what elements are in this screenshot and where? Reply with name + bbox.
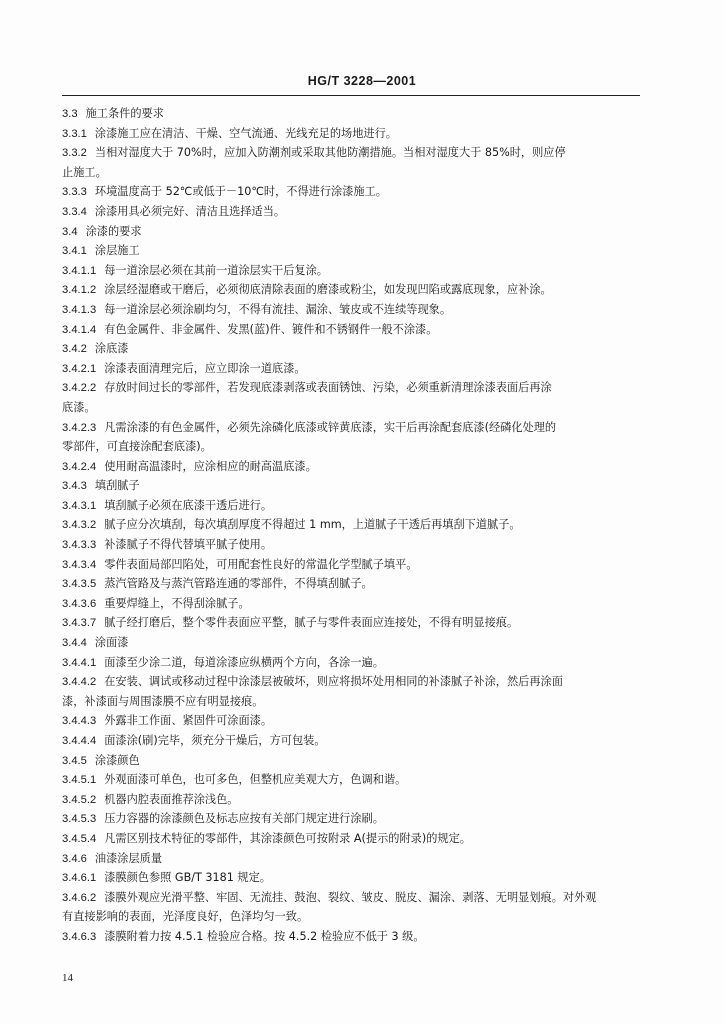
clause-text: 使用耐高温漆时，应涂相应的耐高温底漆。 xyxy=(104,459,317,473)
clause-number: 3.4.4.3 xyxy=(62,715,97,728)
clause-number: 3.3.1 xyxy=(62,127,87,140)
clause-line xyxy=(62,457,644,477)
clause-text: 施工条件的要求 xyxy=(85,107,164,120)
clause-line xyxy=(62,751,644,771)
clause-text: 涂漆颜色 xyxy=(94,753,140,767)
clause-number: 3.4.6.2 xyxy=(62,891,97,904)
clause-text: 填刮腻子必须在底漆干透后进行。 xyxy=(104,498,273,512)
clause-text: 有直接影响的表面，光泽度良好，色泽均匀一致。 xyxy=(62,910,309,924)
clause-number: 3.3 xyxy=(62,108,78,120)
clause-text: 重要焊缝上，不得刮涂腻子。 xyxy=(104,596,250,610)
clause-text: 每一道涂层必须涂刷均匀，不得有流挂、漏涂、皱皮或不连续等现象。 xyxy=(104,302,452,316)
clause-text: 零件表面局部凹陷处，可用配套性良好的常温化学型腻子填平。 xyxy=(104,557,418,571)
clause-text: 腻子经打磨后，整个零件表面应平整，腻子与零件表面应连接处，不得有明显接痕。 xyxy=(104,616,519,630)
clause-text: 蒸汽管路及与蒸汽管路连通的零部件，不得填刮腻子。 xyxy=(104,577,373,591)
clause-text: 涂底漆 xyxy=(94,342,129,356)
clause-number: 3.4.1 xyxy=(62,245,87,258)
clause-line xyxy=(62,555,644,575)
clause-continuation-line xyxy=(62,692,644,712)
clause-number: 3.4.3.4 xyxy=(62,558,97,571)
clause-line xyxy=(62,515,644,535)
clause-line xyxy=(62,731,644,751)
clause-text: 填刮腻子 xyxy=(94,479,140,493)
clause-number: 3.4.3.6 xyxy=(62,597,97,610)
clause-number: 3.4.6 xyxy=(62,852,87,865)
clause-number: 3.4.4.1 xyxy=(62,656,97,669)
clause-line xyxy=(62,476,644,496)
clause-line xyxy=(62,574,644,594)
standard-code-header: HG/T 3228—2001 xyxy=(307,74,417,88)
clause-text: 在安装、调试或移动过程中涂漆层被破坏，则应将损坏处用相同的补漆腻子补涂，然后再涂面 xyxy=(104,675,563,689)
clause-text: 机器内腔表面推荐涂浅色。 xyxy=(104,792,239,806)
clause-text: 每一道涂层必须在其前一道涂层实干后复涂。 xyxy=(104,263,328,277)
clause-text: 漆，补漆面与周围漆膜不应有明显接痕。 xyxy=(62,694,264,708)
clause-text: 涂面漆 xyxy=(94,636,129,650)
clause-number: 3.4.3.3 xyxy=(62,539,97,552)
clause-line xyxy=(62,300,644,320)
clause-number: 3.4 xyxy=(62,225,78,238)
clause-line xyxy=(62,790,644,810)
clause-line xyxy=(62,104,644,124)
clause-number: 3.4.1.4 xyxy=(62,323,97,336)
clause-number: 3.4.4.4 xyxy=(62,735,97,747)
clause-continuation-line xyxy=(62,163,644,183)
clause-number: 3.4.1.2 xyxy=(62,284,97,297)
clause-number: 3.4.5.1 xyxy=(62,774,97,787)
clause-line xyxy=(62,339,644,359)
clause-number: 3.4.2 xyxy=(62,343,87,356)
clause-number: 3.4.2.3 xyxy=(62,421,97,434)
clause-line xyxy=(62,143,644,163)
clause-number: 3.4.5.2 xyxy=(62,793,97,806)
clause-number: 3.4.2.2 xyxy=(62,382,97,395)
clause-number: 3.4.1.1 xyxy=(62,264,97,277)
clause-number: 3.4.3.2 xyxy=(62,519,97,532)
clause-number: 3.4.4.2 xyxy=(62,676,97,689)
clause-line xyxy=(62,849,644,869)
clause-number: 3.4.2.4 xyxy=(62,460,97,473)
clause-continuation-line xyxy=(62,907,644,927)
clause-text: 面漆涂(刷)完毕，须充分干燥后，方可包装。 xyxy=(104,734,326,747)
clause-number: 3.4.3.7 xyxy=(62,617,97,630)
clause-text: 面漆至少涂二道，每道涂漆应纵横两个方向，各涂一遍。 xyxy=(104,655,384,669)
clause-text: 涂层经湿磨或干磨后，必须彻底清除表面的磨漆或粉尘，如发现凹陷或露底现象，应补涂。 xyxy=(104,283,552,297)
clause-text: 底漆。 xyxy=(62,400,96,414)
clause-line xyxy=(62,182,644,202)
clause-text: 涂漆用具必须完好、清洁且选择适当。 xyxy=(94,204,286,218)
clause-line xyxy=(62,633,644,653)
clause-number: 3.4.5 xyxy=(62,754,87,767)
clause-line xyxy=(62,809,644,829)
clause-line xyxy=(62,829,644,849)
clause-text: 止施工。 xyxy=(62,165,107,179)
clause-text: 补漆腻子不得代替填平腻子使用。 xyxy=(104,538,273,552)
clause-text: 当相对湿度大于 70%时，应加入防潮剂或采取其他防潮措施。当相对湿度大于 85%时，则应停 xyxy=(94,146,566,160)
clause-text: 漆膜颜色参照 GB/T 3181 规定。 xyxy=(104,871,271,885)
clause-text: 凡需区别技术特征的零部件，其涂漆颜色可按附录 A(提示的附录)的规定。 xyxy=(104,831,471,845)
clause-line xyxy=(62,261,644,281)
clause-line xyxy=(62,241,644,261)
clause-text: 外露非工作面、紧固件可涂面漆。 xyxy=(104,714,273,728)
clause-text: 外观面漆可单色，也可多色，但整机应美观大方，色调和谐。 xyxy=(104,773,407,787)
clause-line xyxy=(62,378,644,398)
clause-line xyxy=(62,418,644,438)
clause-text: 有色金属件、非金属件、发黑(蓝)件、镀件和不锈钢件一般不涂漆。 xyxy=(104,322,438,336)
clause-number: 3.4.3.5 xyxy=(62,578,97,591)
clause-line xyxy=(62,124,644,144)
clause-line xyxy=(62,888,644,908)
clause-text: 涂漆施工应在清洁、干燥、空气流通、光线充足的场地进行。 xyxy=(94,126,397,140)
clause-continuation-line xyxy=(62,437,644,457)
clause-line xyxy=(62,927,644,947)
clause-line xyxy=(62,672,644,692)
clause-line xyxy=(62,711,644,731)
clause-line xyxy=(62,496,644,516)
clause-text: 漆膜外观应光滑平整、牢固、无流挂、鼓泡、裂纹、皱皮、脱皮、漏涂、剥落、无明显划痕。对外观 xyxy=(104,890,597,904)
clause-line xyxy=(62,222,644,242)
header-rule xyxy=(62,95,640,96)
clause-text: 腻子应分次填刮，每次填刮厚度不得超过 1 mm，上道腻子干透后再填刮下道腻子。 xyxy=(104,518,521,532)
clause-number: 3.4.4 xyxy=(62,637,87,650)
page-number: 14 xyxy=(62,972,73,984)
clause-line xyxy=(62,653,644,673)
clause-text: 环境温度高于 52℃或低于－10℃时，不得进行涂漆施工。 xyxy=(94,185,387,199)
clause-line xyxy=(62,613,644,633)
clause-number: 3.3.4 xyxy=(62,205,87,218)
clause-text: 涂漆的要求 xyxy=(85,224,142,238)
clause-number: 3.4.3.1 xyxy=(62,499,97,512)
clause-number: 3.4.1.3 xyxy=(62,303,97,316)
clause-text: 压力容器的涂漆颜色及标志应按有关部门规定进行涂刷。 xyxy=(104,812,384,826)
clause-line xyxy=(62,770,644,790)
clause-line xyxy=(62,320,644,340)
clause-number: 3.3.3 xyxy=(62,186,87,199)
clause-line xyxy=(62,535,644,555)
clause-number: 3.3.2 xyxy=(62,147,87,160)
clause-line xyxy=(62,280,644,300)
clause-number: 3.4.6.1 xyxy=(62,872,97,885)
clause-line xyxy=(62,202,644,222)
clause-number: 3.4.5.4 xyxy=(62,832,97,845)
clause-line xyxy=(62,359,644,379)
clause-text: 涂漆表面清理完后，应立即涂一道底漆。 xyxy=(104,361,306,375)
clause-number: 3.4.5.3 xyxy=(62,813,97,826)
document-body xyxy=(62,104,644,947)
clause-continuation-line xyxy=(62,398,644,418)
clause-text: 凡需涂漆的有色金属件，必须先涂磷化底漆或锌黄底漆，实干后再涂配套底漆(经磷化处理的 xyxy=(104,420,557,434)
clause-number: 3.4.2.1 xyxy=(62,362,97,375)
clause-text: 存放时间过长的零部件，若发现底漆剥落或表面锈蚀、污染，必须重新清理涂漆表面后再涂 xyxy=(104,381,552,395)
clause-text: 油漆涂层质量 xyxy=(94,851,163,865)
clause-number: 3.4.3 xyxy=(62,480,87,493)
clause-number: 3.4.6.3 xyxy=(62,930,97,943)
clause-line xyxy=(62,594,644,614)
clause-text: 漆膜附着力按 4.5.1 检验应合格。按 4.5.2 检验应不低于 3 级。 xyxy=(104,929,425,943)
clause-text: 零部件，可直接涂配套底漆)。 xyxy=(62,440,212,454)
clause-line xyxy=(62,868,644,888)
clause-text: 涂层施工 xyxy=(94,244,140,258)
